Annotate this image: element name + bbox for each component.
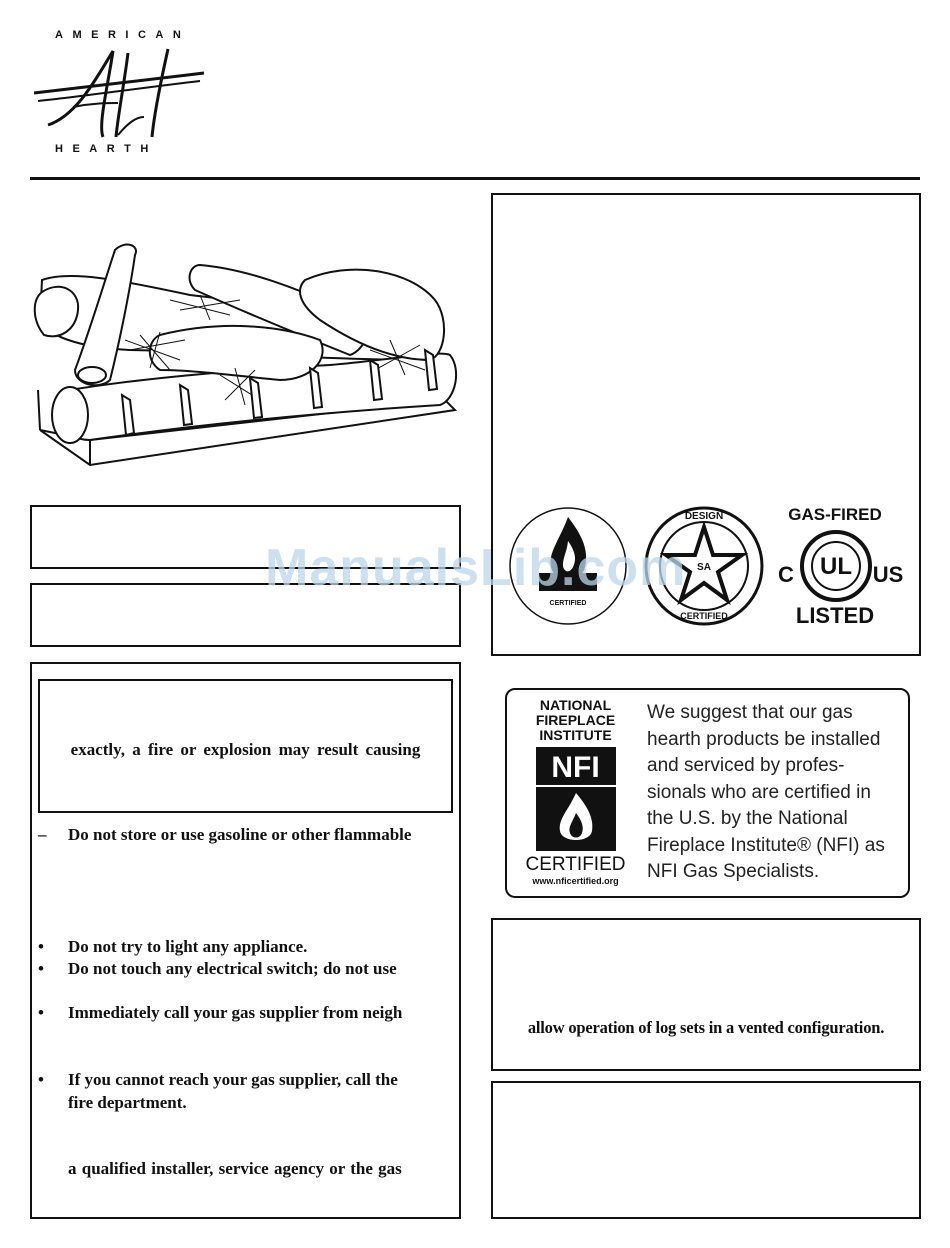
brand-bottom-word: HEARTH [55, 143, 158, 155]
notice-box-3 [491, 1081, 921, 1219]
warning-item-text: Do not touch any electrical switch; do not use [68, 959, 397, 978]
ul-bottom-label: LISTED [795, 603, 875, 628]
design-top-label: DESIGN [684, 511, 724, 522]
nfi-mark-block [536, 747, 616, 851]
warning-continuation: fire department. [68, 1093, 187, 1112]
american-hearth-logo-icon [28, 45, 208, 145]
ul-center-label: UL [820, 553, 852, 580]
design-bottom-label: CERTIFIED [680, 611, 728, 621]
nfi-mark: NFI [536, 751, 616, 787]
warning-item-text: If you cannot reach your gas supplier, call the [68, 1070, 398, 1089]
nfi-logo [518, 698, 633, 890]
nfi-text-line: and serviced by profes- [647, 755, 845, 776]
dash-mark: – [38, 825, 47, 844]
bullet-mark: • [38, 937, 44, 956]
nfi-text-line: NFI Gas Specialists. [647, 861, 820, 882]
vented-note-box [491, 918, 921, 1071]
ul-right-label: US [872, 562, 904, 587]
warning-item-text: Do not try to light any appliance. [68, 937, 308, 956]
nfi-text-line: sionals who are certified in [647, 782, 871, 803]
bullet-mark: • [38, 959, 44, 978]
nfi-logo-line2: FIREPLACE [535, 712, 616, 728]
bullet-mark: • [38, 1070, 44, 1089]
csa-certified-label: CERTIFIED [549, 600, 587, 607]
nfi-text-line: Fireplace Institute® (NFI) as [647, 835, 885, 856]
nfi-logo-certified: CERTIFIED [525, 854, 626, 875]
design-center-label: SA [697, 562, 711, 573]
warning-item-text: Do not store or use gasoline or other flammable [68, 825, 412, 844]
nfi-text-line: We suggest that our gas [647, 702, 853, 723]
brand-top-word: AMERICAN [55, 29, 191, 41]
warning-item-text: Immediately call your gas supplier from neigh [68, 1003, 403, 1022]
flame-icon [554, 791, 598, 847]
nfi-logo-line3: INSTITUTE [539, 727, 612, 743]
header-rule [30, 177, 920, 180]
ul-top-label: GAS-FIRED [788, 505, 882, 524]
nfi-logo-line1: NATIONAL [539, 697, 612, 713]
nfi-text-line: the U.S. by the National [647, 808, 848, 829]
warning-inner-text: exactly, a fire or explosion may result causing [70, 740, 421, 759]
warning-installer-line: a qualified installer, service agency or the gas [68, 1159, 402, 1178]
bullet-mark: • [38, 1003, 44, 1022]
vented-note-text: allow operation of log sets in a vented configuration. [527, 1018, 885, 1037]
nfi-text-line: hearth products be installed [647, 729, 881, 750]
log-set-illustration [30, 240, 460, 470]
ul-listed-seal [776, 528, 906, 604]
watermark-text: ManualsLib.com [265, 539, 687, 597]
nfi-logo-url: www.nficertified.org [532, 876, 619, 886]
ul-left-label: C [778, 562, 794, 587]
